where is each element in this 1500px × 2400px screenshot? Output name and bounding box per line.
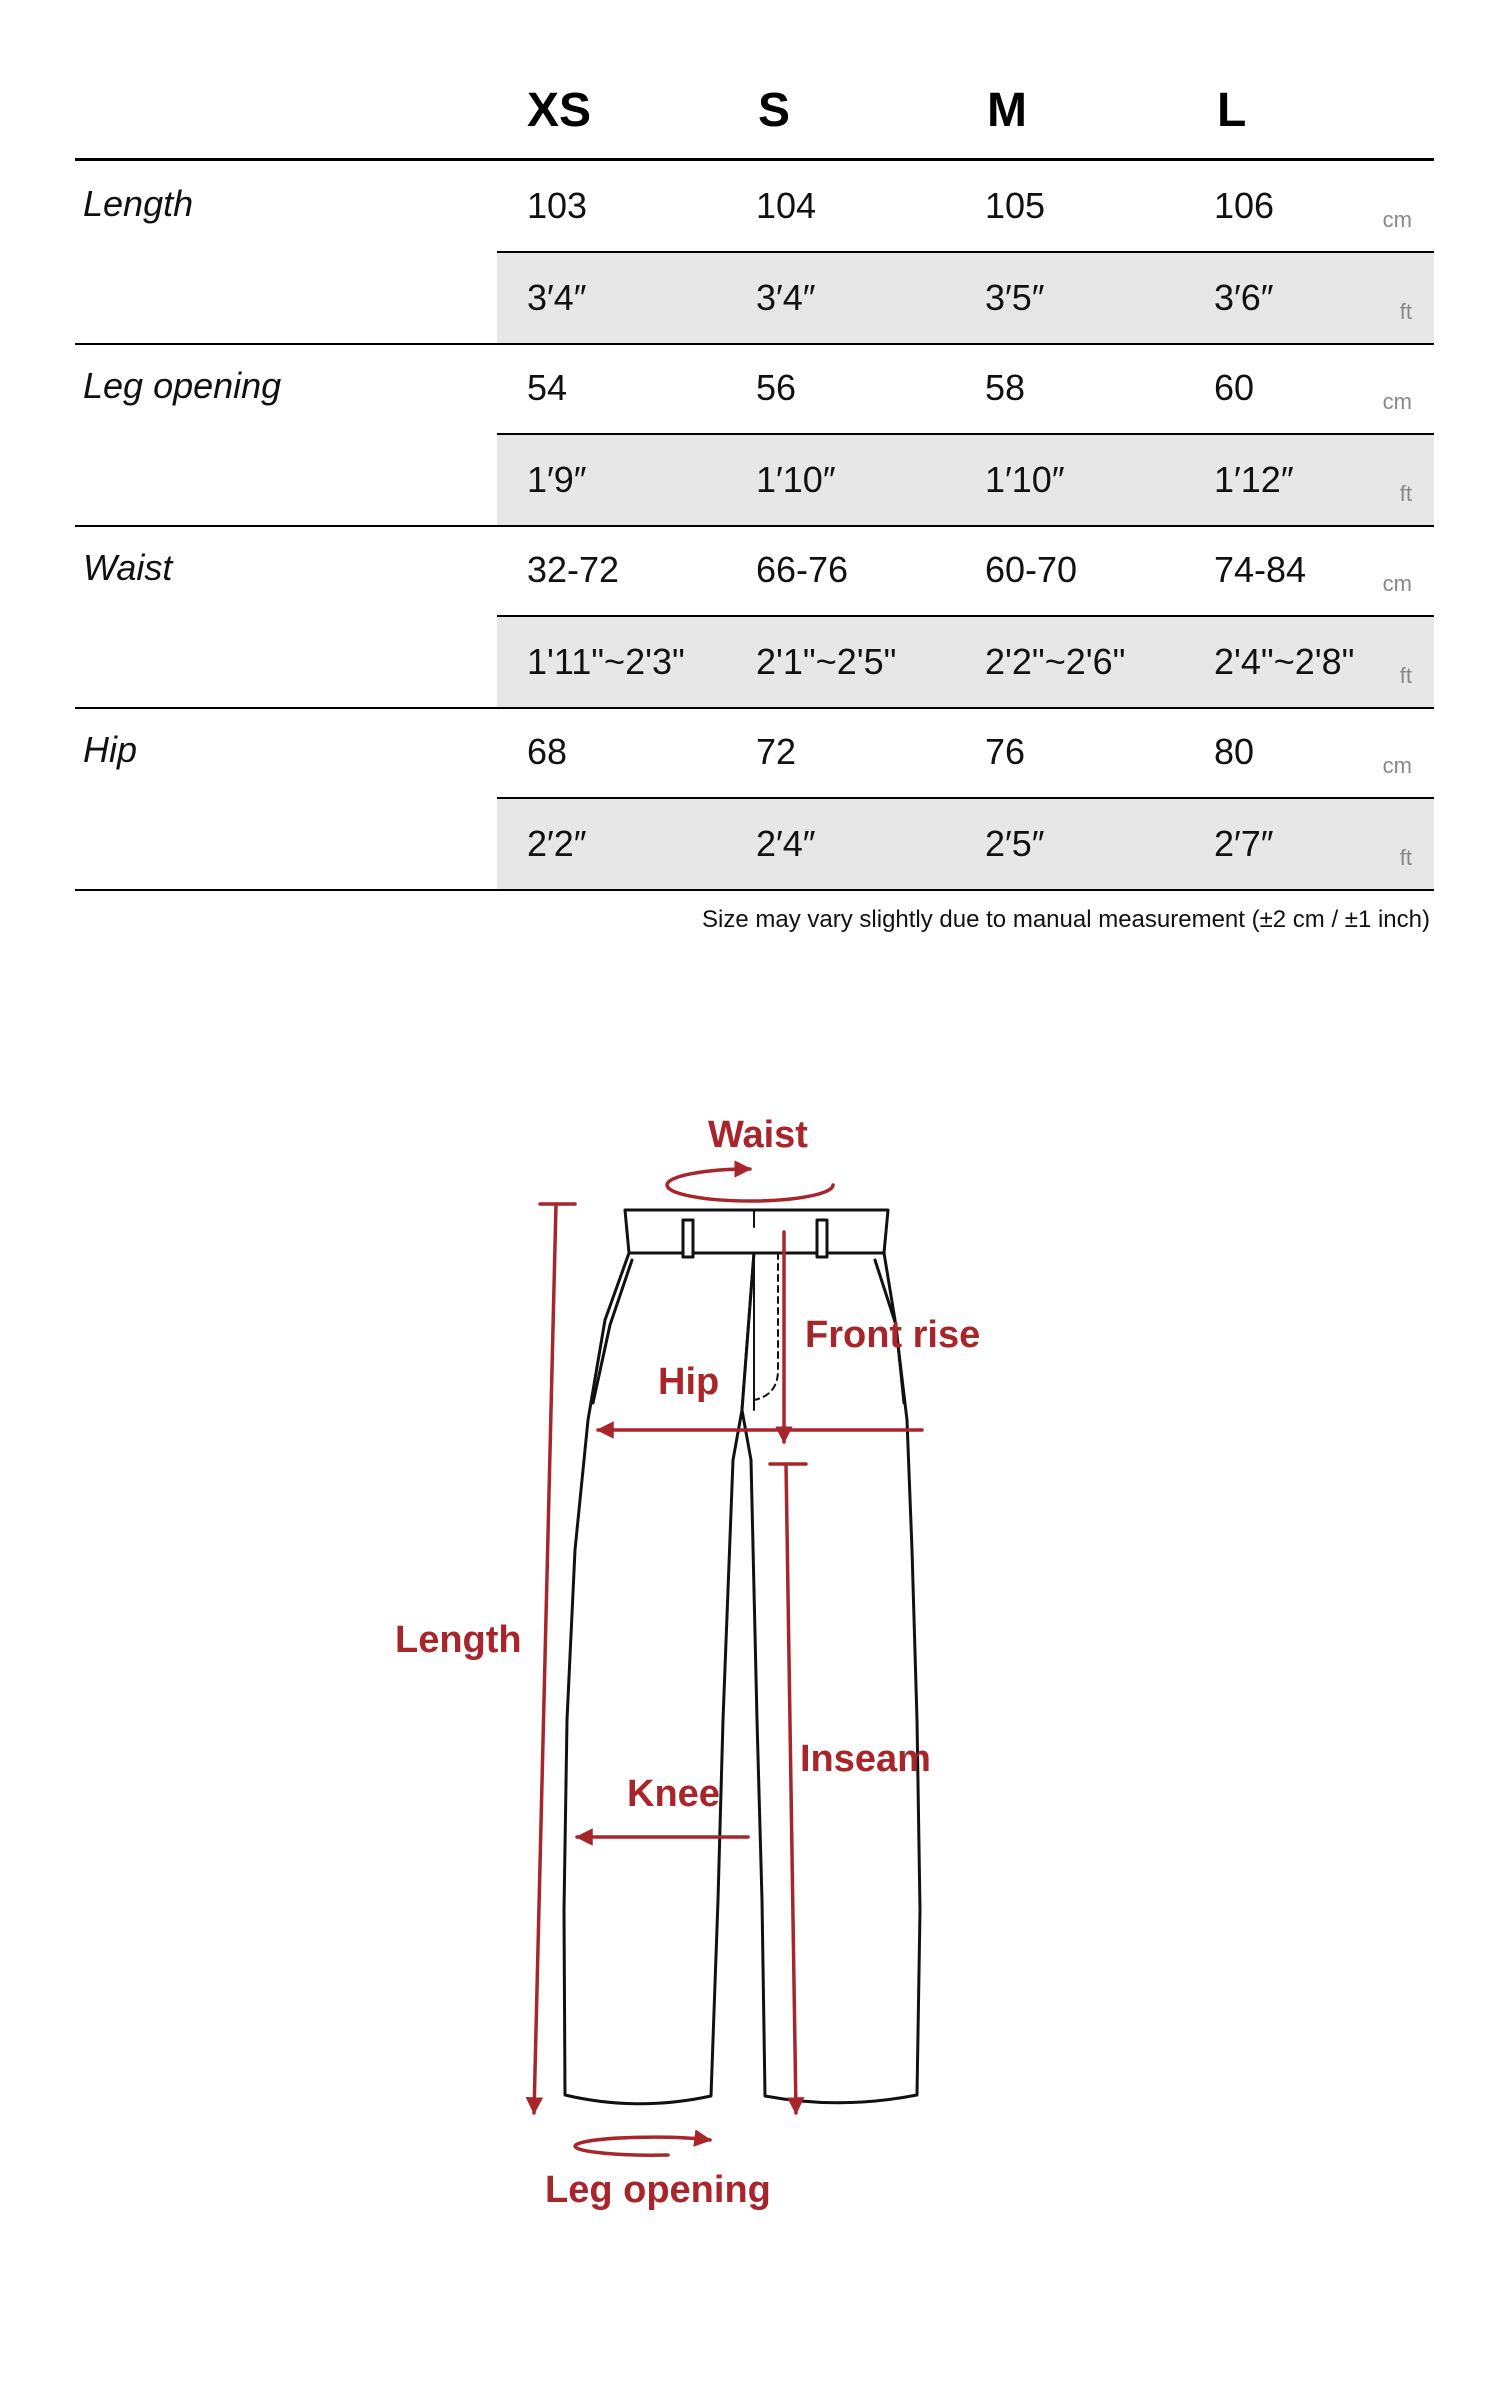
value-s-cm: 66-76	[756, 549, 849, 590]
value-m-ft: 1′10″	[985, 459, 1065, 500]
length-arrow-icon	[534, 1204, 556, 2113]
value-l-cm: 74-84	[1214, 549, 1307, 590]
value-s-cm: 56	[756, 367, 797, 408]
unit-ft: ft	[1399, 299, 1412, 324]
label-knee: Knee	[627, 1773, 720, 1815]
value-xs-cm: 32-72	[527, 549, 620, 590]
value-l-cm: 106	[1214, 185, 1275, 226]
label-front-rise: Front rise	[805, 1314, 981, 1356]
unit-cm: cm	[1382, 207, 1412, 232]
value-s-ft: 2'1"~2'5"	[756, 641, 897, 682]
unit-ft: ft	[1399, 845, 1412, 870]
unit-ft: ft	[1399, 663, 1412, 688]
waist-arrow-icon	[667, 1169, 833, 1201]
measure-label: Length	[83, 183, 194, 224]
ft-row	[497, 433, 1434, 525]
value-m-ft: 3′5″	[985, 277, 1045, 318]
measure-row-hip	[75, 707, 1434, 891]
value-m-ft: 2'2"~2'6"	[985, 641, 1126, 682]
size-header-l: L	[1217, 84, 1247, 137]
value-m-cm: 58	[985, 367, 1026, 408]
value-xs-cm: 103	[527, 185, 588, 226]
measure-row-waist	[75, 525, 1434, 707]
value-xs-ft: 2′2″	[527, 823, 587, 864]
value-s-cm: 104	[756, 185, 817, 226]
measure-label: Hip	[83, 729, 138, 770]
size-header-xs: XS	[527, 84, 592, 137]
unit-cm: cm	[1382, 571, 1412, 596]
measure-row-length	[75, 161, 1434, 343]
size-header-s: S	[758, 84, 791, 137]
value-xs-ft: 1′9″	[527, 459, 587, 500]
value-xs-ft: 3′4″	[527, 277, 587, 318]
value-xs-cm: 68	[527, 731, 568, 772]
cm-row	[497, 707, 1434, 797]
cm-row	[497, 525, 1434, 615]
value-xs-cm: 54	[527, 367, 568, 408]
ft-row	[497, 797, 1434, 889]
value-l-ft: 1′12″	[1214, 459, 1294, 500]
measure-row-leg-opening	[75, 343, 1434, 525]
value-l-cm: 60	[1214, 367, 1255, 408]
cm-row	[497, 343, 1434, 433]
label-hip: Hip	[658, 1361, 720, 1403]
size-chart-table	[75, 75, 1434, 891]
ft-row	[497, 251, 1434, 343]
label-inseam: Inseam	[800, 1738, 931, 1780]
waistband	[625, 1210, 888, 1253]
value-s-ft: 2′4″	[756, 823, 816, 864]
value-s-ft: 1′10″	[756, 459, 836, 500]
ft-row	[497, 615, 1434, 707]
belt-loop-left	[683, 1220, 693, 1257]
unit-cm: cm	[1382, 753, 1412, 778]
pants-measurement-diagram	[0, 1080, 1500, 2230]
value-l-cm: 80	[1214, 731, 1255, 772]
measure-label: Waist	[83, 547, 173, 588]
value-s-cm: 72	[756, 731, 797, 772]
value-m-cm: 76	[985, 731, 1026, 772]
label-waist: Waist	[708, 1114, 808, 1156]
value-l-ft: 2′7″	[1214, 823, 1274, 864]
value-l-ft: 2'4"~2'8"	[1214, 641, 1355, 682]
belt-loop-right	[817, 1220, 827, 1257]
measurement-footnote: Size may vary slightly due to manual measurement (±2 cm / ±1 inch)	[702, 906, 1430, 933]
value-l-ft: 3′6″	[1214, 277, 1274, 318]
size-header-m: M	[987, 84, 1027, 137]
leg-opening-arrow-icon	[575, 2137, 710, 2155]
value-m-ft: 2′5″	[985, 823, 1045, 864]
label-leg-opening: Leg opening	[545, 2169, 771, 2211]
measure-label: Leg opening	[83, 365, 282, 406]
size-header-row	[75, 75, 1434, 161]
unit-ft: ft	[1399, 481, 1412, 506]
unit-cm: cm	[1382, 389, 1412, 414]
value-s-ft: 3′4″	[756, 277, 816, 318]
value-xs-ft: 1'11"~2'3"	[527, 641, 685, 682]
value-m-cm: 60-70	[985, 549, 1078, 590]
label-length: Length	[395, 1619, 522, 1661]
cm-row	[497, 161, 1434, 251]
right-leg	[742, 1253, 920, 2103]
value-m-cm: 105	[985, 185, 1046, 226]
